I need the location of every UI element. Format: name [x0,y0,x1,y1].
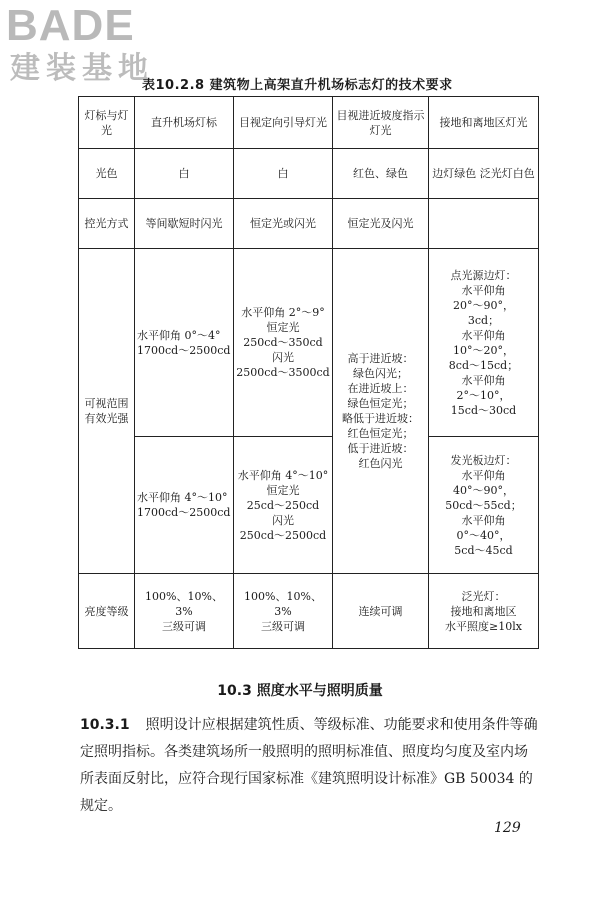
table-header-row [79,97,539,149]
row-label: 控光方式 [79,199,135,249]
table-cell: 泛光灯： 接地和离地区 水平照度≥10lx [429,574,539,649]
table-cell: 恒定光或闪光 [234,199,333,249]
table-caption: 表10.2.8 建筑物上高架直升机场标志灯的技术要求 [142,78,453,93]
clause-text: 照明设计应根据建筑性质、等级标准、功能要求和使用条件等确定照明指标。各类建筑场所一般照明的照明标准值、照度均匀度及室内场所表面反射比，应符合现行国家标准《建筑照明设计标准》GB 50034 的规定。 [80,717,538,814]
table-cell: 高于进近坡： 绿色闪光； 在进近坡上： 绿色恒定光； 略低于进近坡： 红色恒定光； 低于进近坡： 红色闪光 [333,249,429,574]
header-approach: 目视进近坡度指示灯光 [333,97,429,149]
clause-paragraph [80,712,540,820]
table-cell: 点光源边灯： 水平仰角 20°～90°， 3cd； 水平仰角 10°～20°， 8cd～15cd； 水平仰角 2°～10°， 15cd～30cd [429,249,539,437]
table-cell: 水平仰角 4°～10° 1700cd～2500cd [135,437,234,574]
table-cell: 红色、绿色 [333,149,429,199]
table-cell: 恒定光及闪光 [333,199,429,249]
logo-subtitle: 建装基地 [10,51,154,86]
row-label: 光色 [79,149,135,199]
table-cell: 100%、10%、 3% 三级可调 [135,574,234,649]
header-light-type: 灯标与灯光 [79,97,135,149]
section-heading: 10.3 照度水平与照明质量 [217,683,383,699]
table-row-visibility-2 [79,437,539,574]
row-label: 可视范围有效光强 [79,249,135,574]
header-guidance: 目视定向引导灯光 [234,97,333,149]
header-beacon: 直升机场灯标 [135,97,234,149]
table-row-visibility-1 [79,249,539,437]
table-cell: 白 [234,149,333,199]
table-cell: 水平仰角 2°～9° 恒定光 250cd～350cd 闪光 2500cd～3500cd [234,249,333,437]
table-cell: 水平仰角 4°～10° 恒定光 25cd～250cd 闪光 250cd～2500cd [234,437,333,574]
table-cell: 水平仰角 0°～4° 1700cd～2500cd [135,249,234,437]
table-row-light-color [79,149,539,199]
table-cell: 连续可调 [333,574,429,649]
logo-wordmark: BADE [6,1,135,50]
table-cell: 发光板边灯： 水平仰角 40°～90°， 50cd～55cd； 水平仰角 0°～40°， 5cd～45cd [429,437,539,574]
table-cell: 100%、10%、 3% 三级可调 [234,574,333,649]
page-number: 129 [494,820,521,836]
clause-number: 10.3.1 [80,717,130,733]
table-row-control [79,199,539,249]
spec-table [78,96,539,649]
table-cell [429,199,539,249]
table-row-brightness [79,574,539,649]
table-cell: 等间歇短时闪光 [135,199,234,249]
row-label: 亮度等级 [79,574,135,649]
table-cell: 边灯绿色 泛光灯白色 [429,149,539,199]
table-cell: 白 [135,149,234,199]
header-touchdown: 接地和离地区灯光 [429,97,539,149]
